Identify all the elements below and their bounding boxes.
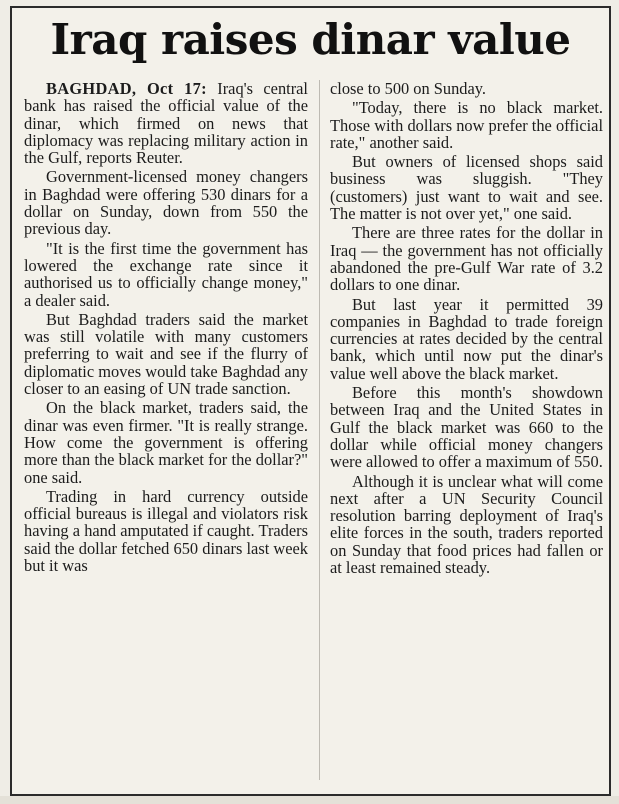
paragraph-8: But owners of licensed shops said business was sluggish. "They (customers) just want to wait and see. The matter is not over yet," one said.	[330, 152, 603, 224]
paragraph-6-continued: close to 500 on Sunday.	[330, 79, 486, 98]
paragraph-3: "It is the first time the government has lowered the exchange rate since it authorised us to officially change money," a dealer said.	[24, 238, 308, 310]
paragraph-4: But Baghdad traders said the market was still volatile with many customers preferring to wait and see if the flurry of diplomatic moves would take Baghdad any closer to an easing of UN trade sanction.	[24, 309, 308, 399]
paragraph-11: Before this month's showdown between Iraq and the United States in Gulf the black market was 660 to the dollar while official money changers were allowed to offer a maximum of 550.	[330, 383, 603, 472]
paragraph-6: Trading in hard currency outside official bureaus is illegal and violators risk having a hand amputated if caught. Traders said the dollar fetched 650 dinars last week but it was	[24, 486, 308, 576]
paragraph-12: Although it is unclear what will come next after a UN Security Council resolution barring deployment of Iraq's elite forces in the south, traders reported on Sunday that food prices had fallen or at least remained steady.	[330, 471, 603, 578]
headline: Iraq raises dinar value	[50, 15, 571, 64]
paragraph-7: "Today, there is no black market. Those with dollars now prefer the official rate," another said.	[330, 98, 603, 152]
page-edge	[0, 796, 619, 804]
paragraph-1-text: Iraq's central bank has raised the official value of the dinar, which firmed on news that diplomacy was replacing military action in the Gulf, reports Reuter.	[24, 79, 308, 168]
article-column-left	[24, 80, 308, 576]
paragraph-9: There are three rates for the dollar in Iraq — the government has not officially abandoned the pre-Gulf War rate of 3.2 dollars to one dinar.	[330, 223, 603, 295]
dateline: BAGHDAD, Oct 17:	[46, 79, 207, 98]
paragraph-5: On the black market, traders said, the dinar was even firmer. "It is really strange. How come the government is offering more than the black market for the dollar?" one said.	[24, 398, 308, 487]
newspaper-clipping	[10, 6, 611, 796]
article-column-right	[330, 80, 603, 578]
paragraph-2: Government-licensed money changers in Baghdad were offering 530 dinars for a dollar on Sunday, down from 550 the previous day.	[24, 167, 308, 239]
paragraph-1	[24, 80, 308, 166]
column-divider	[319, 80, 320, 780]
paragraph-10: But last year it permitted 39 companies in Baghdad to trade foreign currencies at rates decided by the central bank, which until now put the dinar's value well above the black market.	[330, 294, 603, 383]
